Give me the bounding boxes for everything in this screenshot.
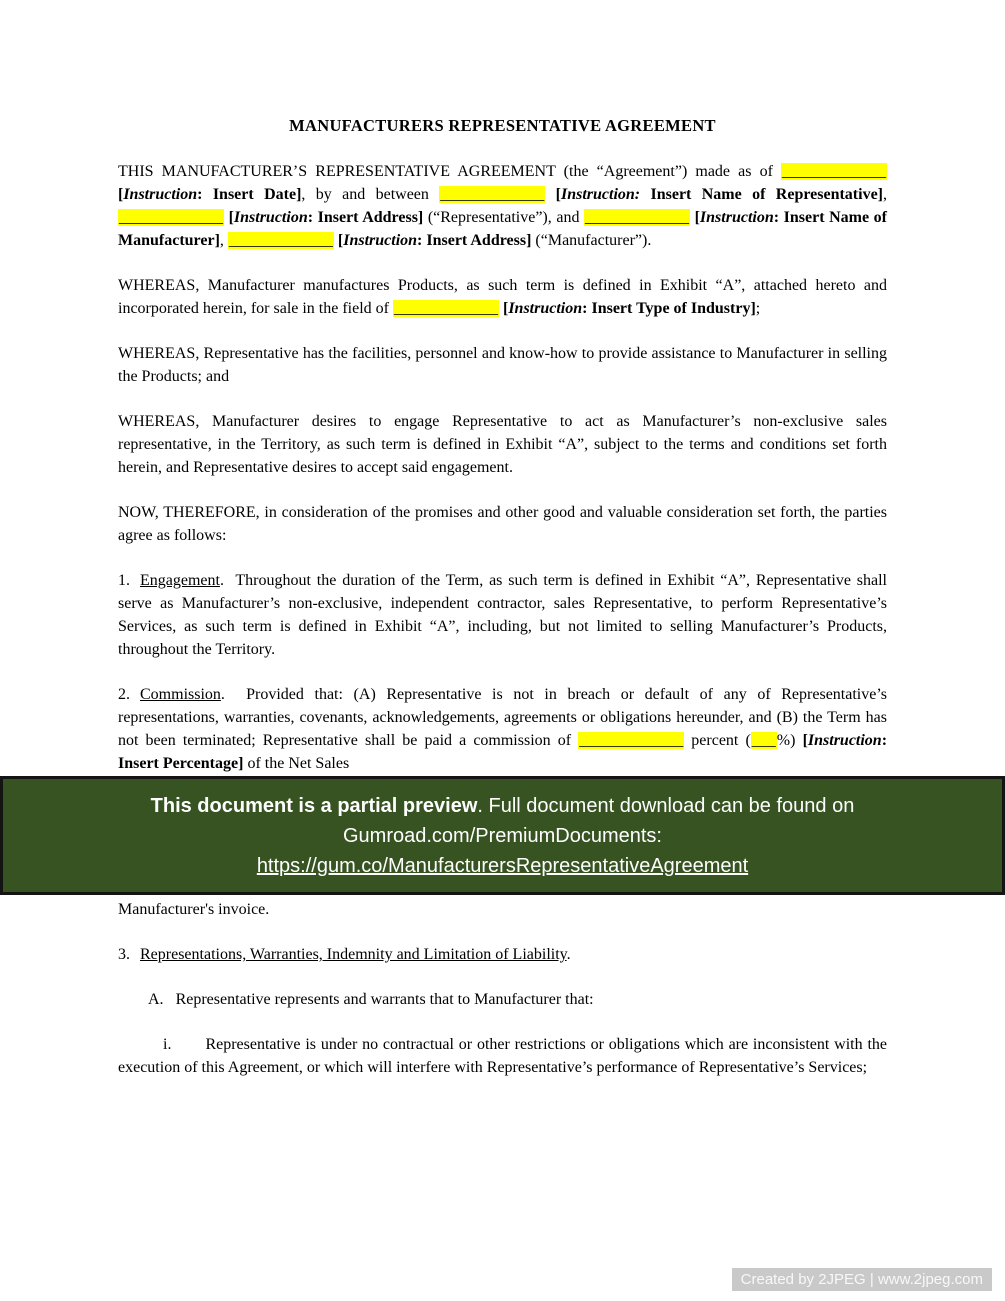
text-segment: Insert Name of Representative] bbox=[640, 186, 884, 203]
text-segment: : Insert Name of Manufacturer] bbox=[118, 209, 887, 249]
text-segment: percent ( bbox=[684, 732, 751, 749]
text-segment: (“Manufacturer”). bbox=[531, 232, 652, 249]
text-segment: : Insert Percentage] bbox=[118, 732, 888, 772]
text-segment: , bbox=[219, 232, 228, 249]
text-segment: A. bbox=[148, 991, 164, 1008]
text-segment: [ bbox=[555, 186, 561, 203]
text-segment: 1. bbox=[118, 572, 130, 589]
now-therefore-paragraph bbox=[118, 501, 887, 547]
clause-i-paragraph bbox=[118, 1033, 887, 1079]
text-segment: [ bbox=[503, 300, 509, 317]
text-segment: Engagement bbox=[140, 572, 220, 589]
text-segment: . Throughout the duration of the Term, as such term is defined in Exhibit “A”, Representative shall serve as Manufacturer’s non-exclusive, independent contractor, sales Representative, to perform Representative’s Services, as such term is defined in Exhibit “A”, including, but not limited to selling Manufacturer’s Products, throughout the Territory. bbox=[118, 572, 887, 658]
text-segment: 3. bbox=[118, 946, 130, 963]
text-segment: [ bbox=[694, 209, 700, 226]
section-2-commission-paragraph bbox=[118, 683, 887, 775]
text-segment: [ bbox=[228, 209, 234, 226]
text-segment: Instruction bbox=[508, 300, 583, 317]
text-segment: Instruction: bbox=[560, 186, 641, 203]
blank-field-highlight: _____________ bbox=[440, 186, 545, 203]
text-segment: : Insert Address] bbox=[307, 209, 424, 226]
commission-continuation-line bbox=[118, 898, 887, 921]
text-segment: NOW, THEREFORE, in consideration of the promises and other good and valuable consideration set forth, the parties agree as follows: bbox=[118, 504, 887, 544]
text-segment: : Insert Address] bbox=[417, 232, 532, 249]
document-title: MANUFACTURERS REPRESENTATIVE AGREEMENT bbox=[289, 116, 716, 135]
blank-field-highlight: _____________ bbox=[782, 163, 886, 180]
text-segment: %) bbox=[776, 732, 803, 749]
text-segment: Instruction bbox=[699, 209, 774, 226]
preview-banner bbox=[0, 776, 1005, 895]
text-segment: Instruction bbox=[123, 186, 198, 203]
whereas-facilities-paragraph bbox=[118, 342, 887, 388]
text-segment: , bbox=[883, 186, 888, 203]
gumroad-link[interactable]: https://gum.co/ManufacturersRepresentativeAgreement bbox=[256, 855, 749, 877]
text-segment: Representative is under no contractual or other restrictions or obligations which are inconsistent with the execution of this Agreement, or which will interfere with Representative’s performance of Representative’s Services; bbox=[118, 1036, 887, 1076]
subsection-a-line bbox=[118, 988, 887, 1011]
banner-line-3 bbox=[43, 851, 962, 881]
text-segment: 2. bbox=[118, 686, 130, 703]
text-segment: Instruction bbox=[343, 232, 418, 249]
whereas-products-paragraph bbox=[118, 274, 887, 320]
text-segment: . bbox=[566, 946, 571, 963]
banner-line-2: Gumroad.com/PremiumDocuments: bbox=[343, 825, 662, 847]
banner-bold-text: This document is a partial preview bbox=[150, 795, 478, 817]
text-segment: ; bbox=[755, 300, 761, 317]
text-segment: THIS MANUFACTURER’S REPRESENTATIVE AGREEMENT (the “Agreement”) made as of bbox=[118, 163, 781, 180]
text-segment: Representations, Warranties, Indemnity and Limitation of Liability bbox=[140, 946, 567, 963]
text-segment: Instruction bbox=[233, 209, 308, 226]
text-segment: WHEREAS, Manufacturer desires to engage Representative to act as Manufacturer’s non-exclusive sales representative, in the Territory, as such term is defined in Exhibit “A”, subject to the terms and conditions set forth herein, and Representative desires to accept said engagement. bbox=[118, 413, 887, 476]
text-segment: , by and between bbox=[301, 186, 440, 203]
text-segment: Representative represents and warrants that to Manufacturer that: bbox=[175, 991, 594, 1008]
text-segment: WHEREAS, Representative has the facilities, personnel and know-how to provide assistance to Manufacturer in selling the Products; and bbox=[118, 345, 887, 385]
intro-paragraph bbox=[118, 160, 887, 252]
blank-field-highlight: ___ bbox=[751, 732, 776, 749]
whereas-engage-paragraph bbox=[118, 410, 887, 479]
blank-field-highlight: _____________ bbox=[585, 209, 690, 226]
text-segment: Manufacturer's invoice. bbox=[118, 901, 270, 918]
creator-watermark: Created by 2JPEG | www.2jpeg.com bbox=[732, 1268, 992, 1291]
text-segment: (“Representative”), and bbox=[423, 209, 585, 226]
text-segment: : Insert Date] bbox=[197, 186, 302, 203]
banner-line-1 bbox=[43, 791, 962, 821]
blank-field-highlight: _____________ bbox=[119, 209, 223, 226]
text-segment: i. bbox=[163, 1036, 172, 1053]
text-segment: Instruction bbox=[807, 732, 882, 749]
blank-field-highlight: _____________ bbox=[394, 300, 498, 317]
text-segment: Commission bbox=[140, 686, 221, 703]
banner-regular-text: . Full document download can be found on bbox=[477, 795, 855, 817]
section-3-heading bbox=[118, 943, 887, 966]
text-segment: . Provided that: (A) Representative is not in breach or default of any of Representative’s representations, warranties, covenants, acknowledgements, agreements or obligations hereunder, and (B) the Term has not been terminated; Representative shall be paid a commission of bbox=[118, 686, 887, 749]
text-segment: WHEREAS, Manufacturer manufactures Products, as such term is defined in Exhibit “A”, attached hereto and incorporated herein, for sale in the field of bbox=[118, 277, 887, 317]
text-segment: of the Net Sales bbox=[243, 755, 350, 772]
text-segment: [ bbox=[337, 232, 344, 249]
text-segment: [ bbox=[802, 732, 808, 749]
text-segment bbox=[545, 186, 555, 203]
blank-field-highlight: _____________ bbox=[228, 232, 333, 249]
text-segment: : Insert Type of Industry] bbox=[582, 300, 756, 317]
section-1-engagement-paragraph bbox=[118, 569, 887, 661]
blank-field-highlight: _____________ bbox=[579, 732, 684, 749]
text-segment: [ bbox=[118, 186, 124, 203]
